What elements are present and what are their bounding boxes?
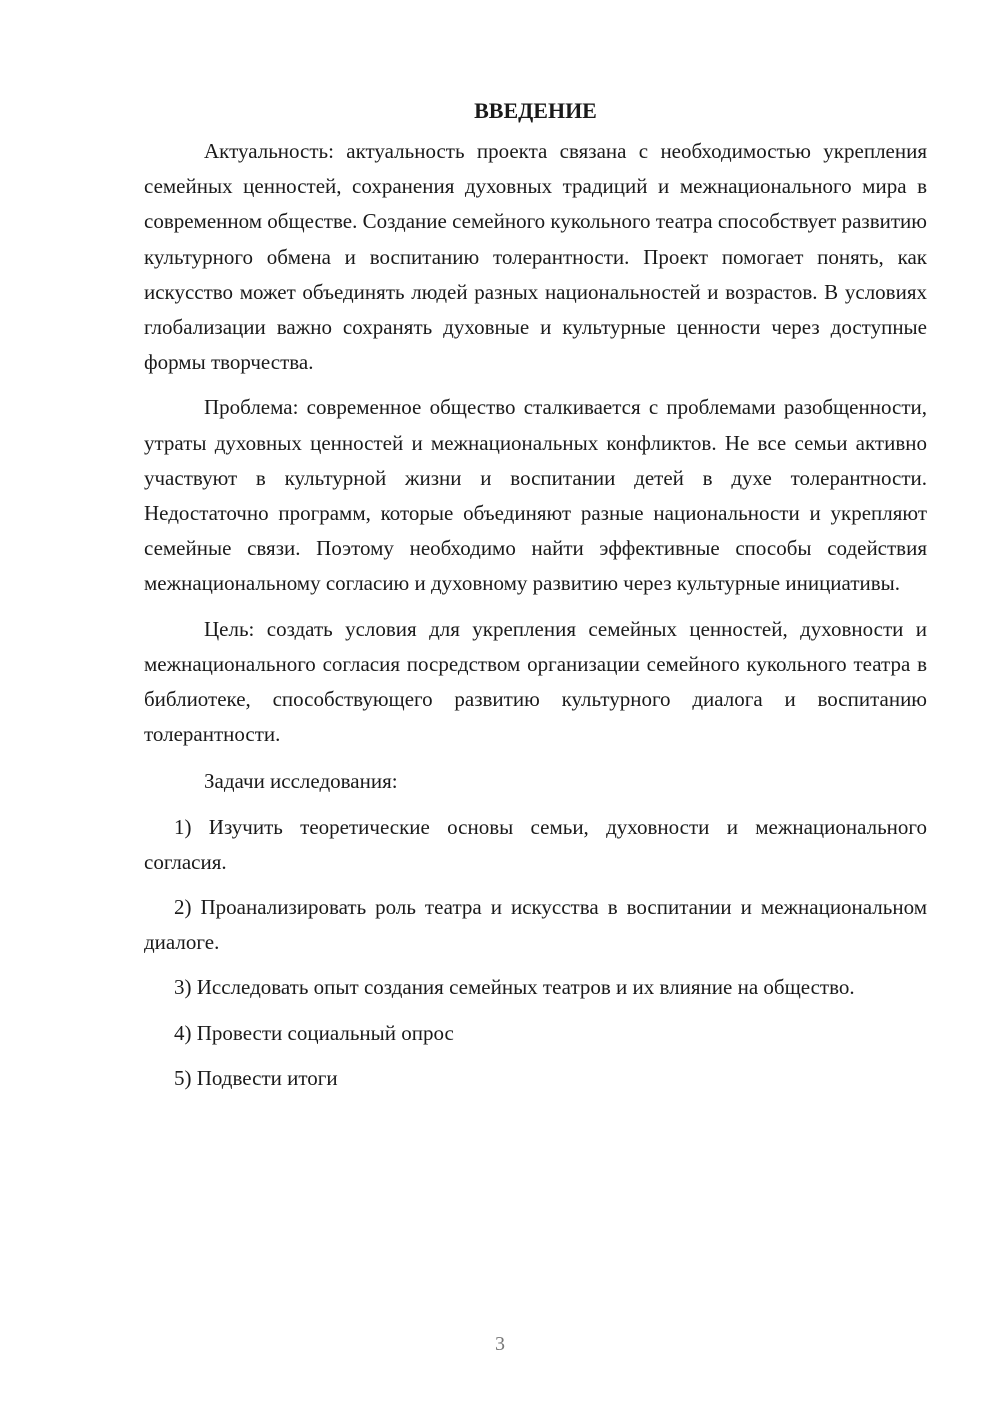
paragraph-problem: Проблема: современное общество сталкивается с проблемами разобщенности, утраты духовных ценностей и межнациональных конфликтов. Не все семьи активно участвуют в культурной жизни и воспитании детей в духе толерантности. Недостаточно программ, которые объединяют разные национальности и укрепляют семейные связи. Поэтому необходимо найти эффективные способы содействия межнациональному согласию и духовному развитию через культурные инициативы. bbox=[144, 395, 927, 596]
page-number: 3 bbox=[495, 1333, 505, 1355]
paragraph-goal: Цель: создать условия для укрепления семейных ценностей, духовности и межнационального согласия посредством организации семейного кукольного театра в библиотеке, способствующего развитию культурного диалога и воспитанию толерантности. bbox=[144, 616, 927, 747]
task-item: 3) Исследовать опыт создания семейных театров и их влияние на общество. bbox=[174, 975, 855, 1000]
tasks-heading: Задачи исследования: bbox=[204, 769, 398, 794]
section-title: ВВЕДЕНИЕ bbox=[474, 98, 597, 123]
task-item: 1) Изучить теоретические основы семьи, духовности и межнационального согласия. bbox=[144, 814, 927, 874]
document-page bbox=[144, 96, 927, 1106]
task-item: 4) Провести социальный опрос bbox=[174, 1020, 454, 1045]
task-item: 2) Проанализировать роль театра и искусства в воспитании и межнациональном диалоге. bbox=[144, 895, 927, 955]
task-item: 5) Подвести итоги bbox=[174, 1065, 338, 1090]
paragraph-relevance: Актуальность: актуальность проекта связана с необходимостью укрепления семейных ценностей, сохранения духовных традиций и межнационального мира в современном обществе. Создание семейного кукольного театра способствует развитию культурного обмена и воспитанию толерантности. Проект помогает понять, как искусство может объединять людей разных национальностей и возрастов. В условиях глобализации важно сохранять духовные и культурные ценности через доступные формы творчества. bbox=[144, 139, 927, 375]
